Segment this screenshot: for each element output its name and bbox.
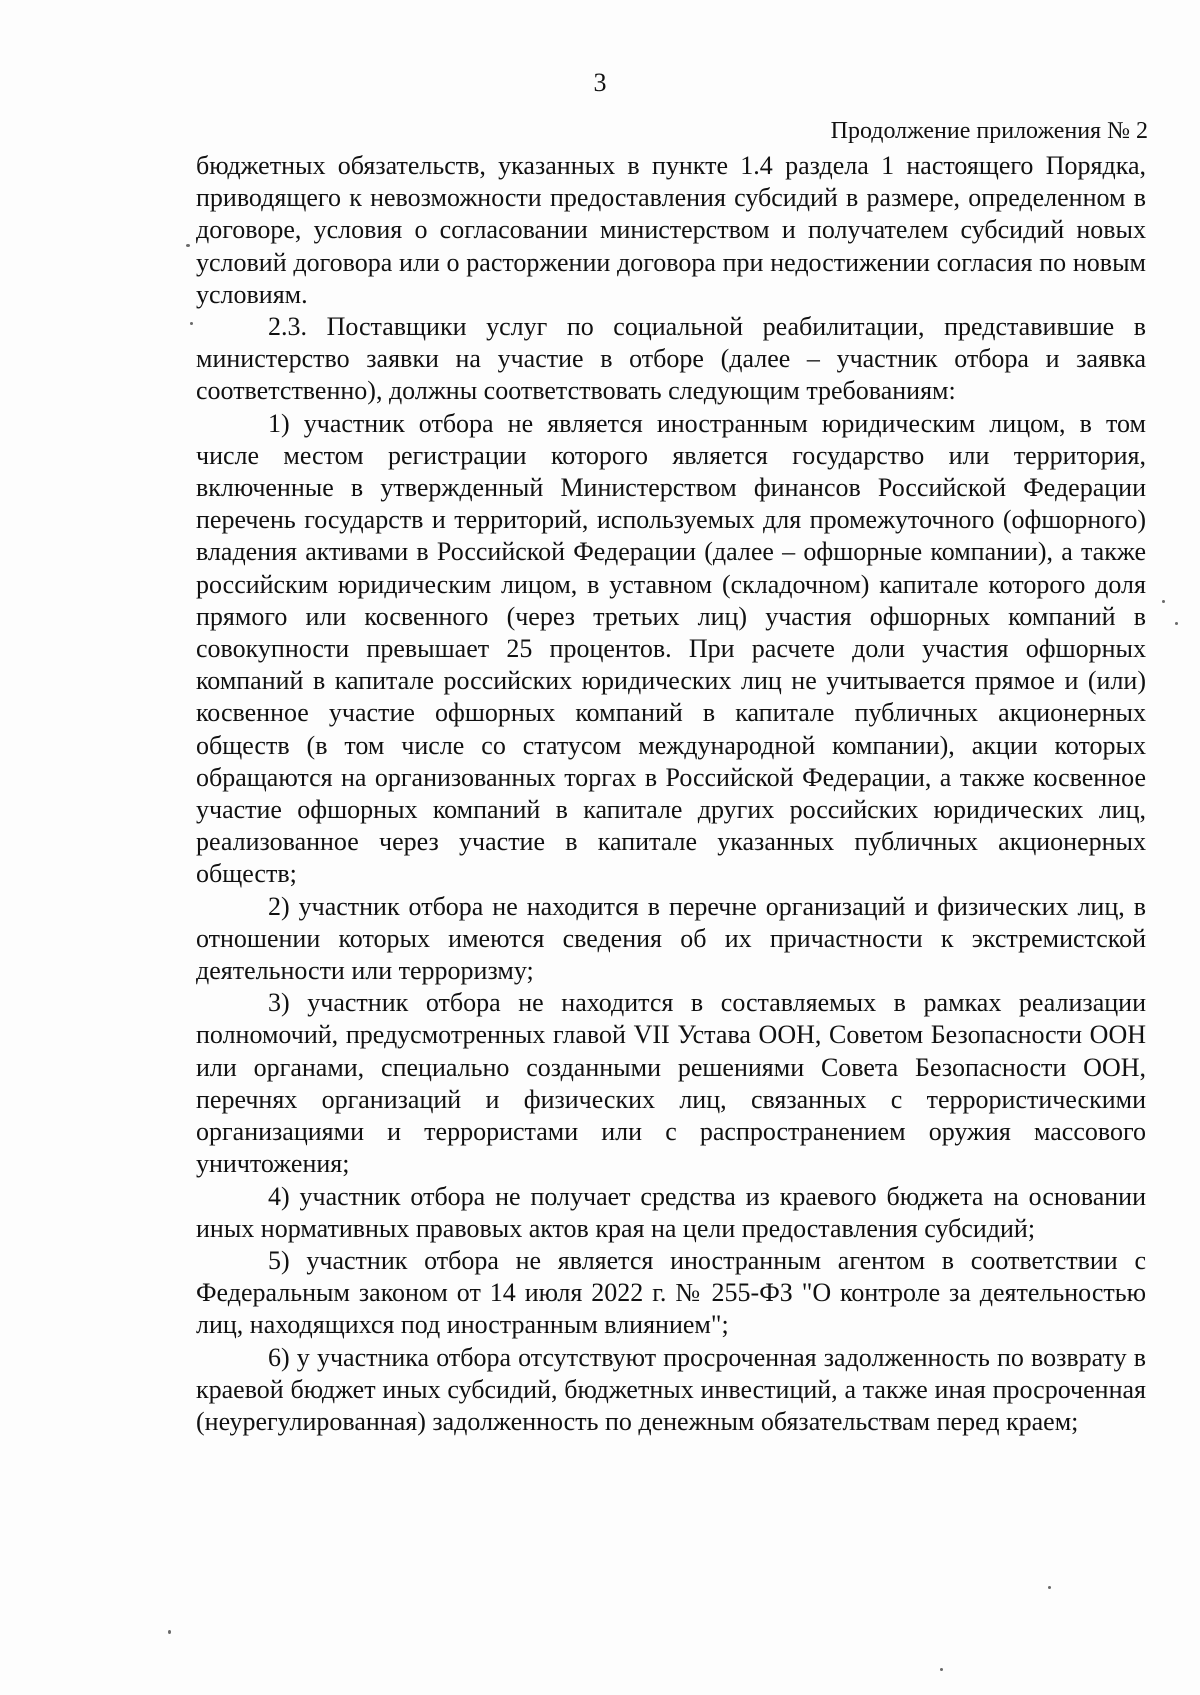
scan-speck: [1162, 600, 1165, 603]
requirement-3-un-lists: 3) участник отбора не находится в составляемых в рамках реализации полномочий, предусмотренных главой VII Устава ООН, Советом Безопасности ООН или органами, специально созданными решениями Совета Безопасности ООН, перечнях организаций и физических лиц, связанных с террористическими организациями и террористами или с распространением оружия массового уничтожения;: [196, 988, 1146, 1179]
page-number: 3: [593, 68, 607, 97]
scan-speck: [190, 322, 193, 325]
requirement-1-offshore: 1) участник отбора не является иностранным юридическим лицом, в том числе местом регистрации которого является государство или территория, включенные в утвержденный Министерством финансов Российской Федерации перечень государств и территорий, используемых для промежуточного (офшорного) владения активами в Российской Федерации (далее – офшорные компании), а также российским юридическим лицом, в уставном (складочном) капитале которого доля прямого или косвенного (через третьих лиц) участия офшорных компаний в совокупности превышает 25 процентов. При расчете доли участия офшорных компаний в капитале российских юридических лиц не учитывается прямое и (или) косвенное участие офшорных компаний в капитале публичных акционерных обществ (в том числе со статусом международной компании), акции которых обращаются на организованных торгах в Российской Федерации, а также косвенное участие офшорных компаний в капитале других российских юридических лиц, реализованное через участие в капитале указанных публичных акционерных обществ;: [196, 408, 1146, 889]
appendix-continuation-label: Продолжение приложения № 2: [830, 118, 1148, 144]
scan-speck: [186, 244, 190, 247]
scan-speck: [940, 1668, 943, 1671]
scan-speck: [1175, 622, 1178, 625]
paragraph-budget-obligations: бюджетных обязательств, указанных в пункте 1.4 раздела 1 настоящего Порядка, приводящего к невозможности предоставления субсидий в размере, определенном в договоре, условия о согласовании министерством и получателем субсидий новых условий договора или о расторжении договора при недостижении согласия по новым условиям.: [196, 151, 1146, 309]
scan-speck: [168, 1630, 171, 1634]
document-body: [196, 150, 1146, 1438]
requirement-2-extremism: 2) участник отбора не находится в перечне организаций и физических лиц, в отношении которых имеются сведения об их причастности к экстремистской деятельности или терроризму;: [196, 891, 1146, 986]
requirement-5-foreign-agent: 5) участник отбора не является иностранным агентом в соответствии с Федеральным законом от 14 июля 2022 г. № 255-ФЗ "О контроле за деятельностью лиц, находящихся под иностранным влиянием";: [196, 1245, 1146, 1340]
requirement-6-overdue-debt: 6) у участника отбора отсутствуют просроченная задолженность по возврату в краевой бюджет иных субсидий, бюджетных инвестиций, а также иная просроченная (неурегулированная) задолженность по денежным обязательствам перед краем;: [196, 1342, 1146, 1436]
requirement-4-regional-budget: 4) участник отбора не получает средства из краевого бюджета на основании иных нормативных правовых актов края на цели предоставления субсидий;: [196, 1181, 1146, 1243]
paragraph-2-3-requirements: 2.3. Поставщики услуг по социальной реабилитации, представившие в министерство заявки на участие в отборе (далее – участник отбора и заявка соответственно), должны соответствовать следующим требованиям:: [196, 312, 1146, 406]
scan-speck: [1048, 1586, 1051, 1589]
